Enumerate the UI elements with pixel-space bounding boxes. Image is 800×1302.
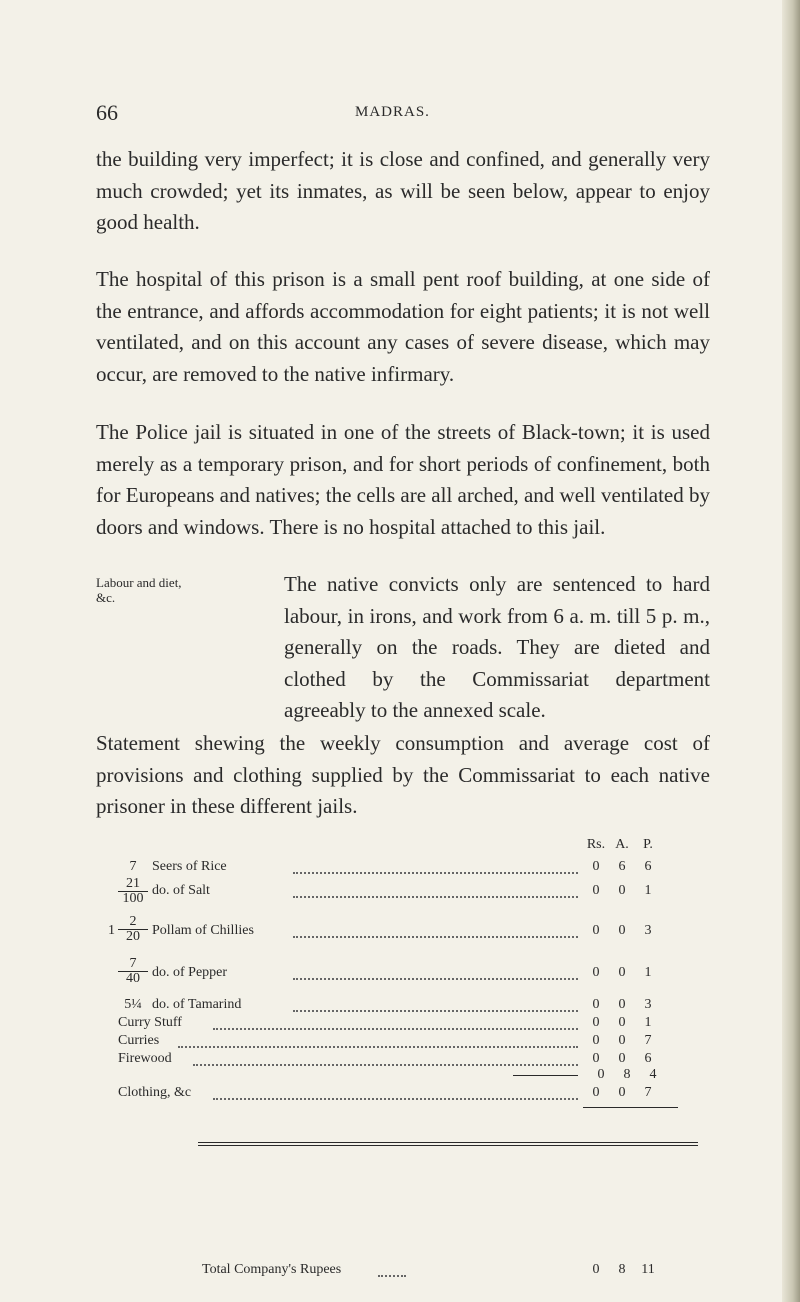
row-item: do. of Tamarind	[152, 997, 242, 1012]
value-rs: 0	[592, 859, 600, 874]
margin-note: Labour and diet, &c.	[96, 575, 182, 605]
row-values	[583, 997, 661, 1013]
row-values	[583, 965, 661, 981]
row-item: Clothing, &c	[118, 1085, 192, 1100]
value-rs: 0	[592, 923, 600, 938]
row-quantity-fraction	[118, 915, 148, 943]
value-rs: 0	[592, 1051, 600, 1066]
table-column-headers	[583, 837, 661, 853]
fraction-numerator: 21	[118, 877, 148, 892]
value-p: 3	[644, 923, 652, 938]
fraction-numerator: 7	[118, 957, 148, 972]
leader-dots	[213, 1085, 578, 1100]
paragraph-labour: The native convicts only are sentenced to hard labour, in irons, and work from 6 a. m. till 5 p. m., generally on the roads. They are dieted and clothed by the Commissariat department agreeably to the annexed scale.	[284, 572, 710, 722]
value-a: 0	[618, 1085, 626, 1100]
leader-dots	[193, 1051, 578, 1066]
paragraph-hospital: The hospital of this prison is a small pent roof building, at one side of the entrance, and affords accommodation for eight patients; it is not well ventilated, and on this account any cases of severe disease, which may occur, are removed to the native infirmary.	[96, 267, 710, 386]
paragraph-statement: Statement shewing the weekly consumption and average cost of provisions and clothing supplied by the Commissariat to each native prisoner in these different jails.	[96, 731, 710, 818]
value-p: 1	[644, 1015, 652, 1030]
value-a: 0	[618, 965, 626, 980]
value-p: 1	[644, 965, 652, 980]
value-p: 6	[644, 859, 652, 874]
leader-dots	[213, 1015, 578, 1030]
table-row	[118, 1015, 718, 1033]
row-quantity: 7	[129, 859, 137, 874]
quantity-prefix: 1	[108, 923, 115, 938]
row-values	[583, 1033, 661, 1049]
row-item: Seers of Rice	[152, 859, 227, 874]
value-a: 0	[618, 923, 626, 938]
value-a: 6	[618, 859, 626, 874]
column-header-rs: Rs.	[586, 837, 606, 852]
table-row	[118, 1033, 718, 1051]
subtotal-values	[588, 1067, 666, 1083]
value-a: 0	[618, 1033, 626, 1048]
row-item: Pollam of Chillies	[152, 923, 254, 938]
row-values	[583, 1085, 661, 1101]
fraction-denominator: 40	[126, 971, 140, 986]
row-item: do. of Pepper	[152, 965, 228, 980]
leader-dots	[293, 965, 578, 980]
total-values	[583, 1262, 661, 1278]
row-item: Curries	[118, 1033, 160, 1048]
fraction-denominator: 20	[126, 929, 140, 944]
row-values	[583, 1051, 661, 1067]
table-row-clothing	[118, 1085, 718, 1103]
total-label: Total Company's Rupees	[202, 1262, 342, 1277]
value-a: 0	[618, 1051, 626, 1066]
paragraph-labour-block	[96, 569, 710, 727]
total-rule-top	[583, 1107, 678, 1108]
fraction-numerator: 2	[118, 915, 148, 930]
total-a: 8	[618, 1262, 626, 1277]
subtotal-row	[118, 1067, 718, 1085]
leader-dots	[293, 859, 578, 874]
page-number: 66	[96, 100, 118, 125]
row-values	[583, 923, 661, 939]
value-rs: 0	[592, 883, 600, 898]
leader-dots	[293, 923, 578, 938]
value-p: 1	[644, 883, 652, 898]
value-p: 7	[644, 1033, 652, 1048]
column-header-a: A.	[615, 837, 629, 852]
subtotal-p: 4	[649, 1067, 657, 1082]
paragraph-police-jail: The Police jail is situated in one of the streets of Black-town; it is used merely as a temporary prison, and for short periods of confinement, both for Europeans and natives; the cells are all arched, and well ventilated by doors and windows. There is no hospital attached to this jail.	[96, 420, 711, 539]
table-row	[118, 859, 718, 877]
row-item: do. of Salt	[152, 883, 210, 898]
total-leader-dots	[378, 1262, 406, 1277]
value-rs: 0	[592, 1085, 600, 1100]
total-p: 11	[641, 1262, 655, 1277]
page-header	[0, 100, 800, 130]
subtotal-a: 8	[623, 1067, 631, 1082]
paragraph-building: the building very imperfect; it is close and confined, and generally very much crowded; yet its inmates, as will be seen below, appear to enjoy good health.	[96, 147, 710, 234]
value-p: 3	[644, 997, 652, 1012]
value-p: 7	[644, 1085, 652, 1100]
row-item: Curry Stuff	[118, 1015, 182, 1030]
total-rule-bottom-2	[198, 1145, 698, 1146]
row-values	[583, 1015, 661, 1031]
table-row	[108, 914, 718, 944]
leader-dots	[293, 883, 578, 898]
row-quantity: 5¼	[124, 997, 142, 1012]
value-rs: 0	[592, 965, 600, 980]
table-row	[118, 956, 718, 986]
row-quantity-fraction	[118, 877, 148, 905]
table-row	[118, 997, 718, 1015]
value-rs: 0	[592, 1033, 600, 1048]
book-spine-edge	[782, 0, 800, 1302]
row-values	[583, 859, 661, 875]
value-a: 0	[618, 997, 626, 1012]
running-title: MADRAS.	[355, 104, 430, 120]
table-row	[118, 876, 718, 906]
value-a: 0	[618, 883, 626, 898]
row-item: Firewood	[118, 1051, 172, 1066]
leader-dots	[178, 1033, 578, 1048]
leader-dots	[293, 997, 578, 1012]
value-a: 0	[618, 1015, 626, 1030]
fraction-denominator: 100	[122, 891, 144, 906]
row-quantity-fraction	[118, 957, 148, 985]
subtotal-rs: 0	[597, 1067, 605, 1082]
total-rs: 0	[592, 1262, 600, 1277]
column-header-p: P.	[643, 837, 653, 852]
value-rs: 0	[592, 997, 600, 1012]
value-rs: 0	[592, 1015, 600, 1030]
row-values	[583, 883, 661, 899]
value-p: 6	[644, 1051, 652, 1066]
total-rule-bottom-1	[198, 1142, 698, 1143]
